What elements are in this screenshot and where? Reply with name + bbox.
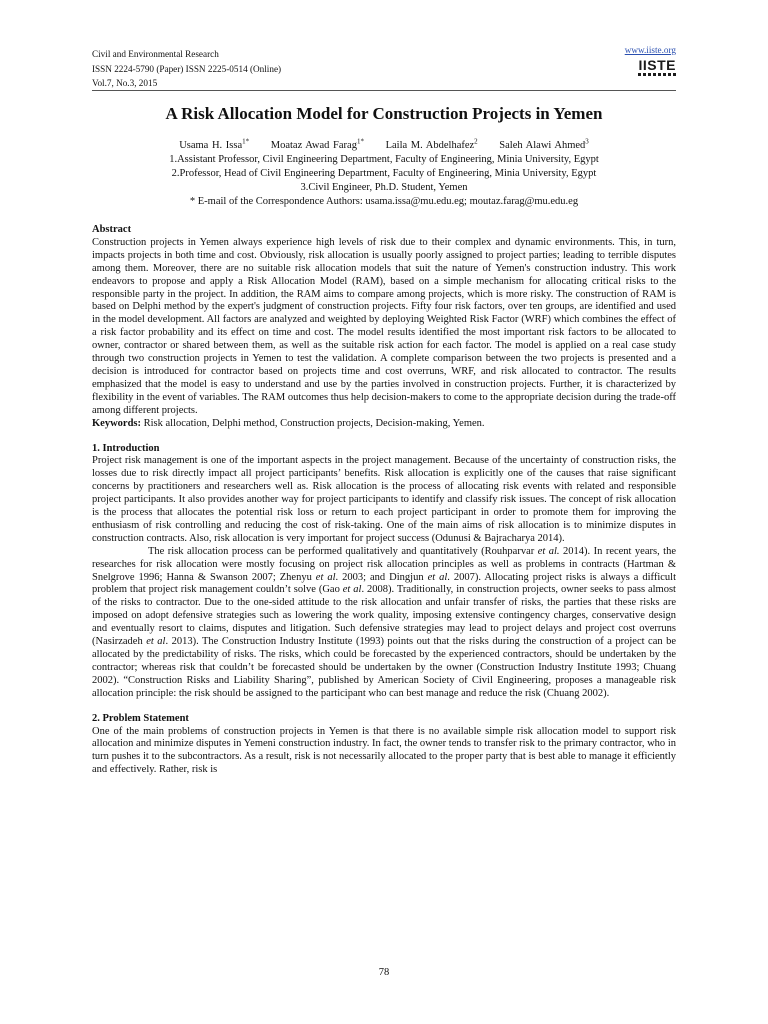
author-name: Usama H. Issa (179, 139, 243, 151)
author-name: Moataz Awad Farag (270, 139, 357, 151)
affiliations (92, 153, 676, 209)
journal-volume: Vol.7, No.3, 2015 (92, 78, 158, 88)
affiliation-line: 3.Civil Engineer, Ph.D. Student, Yemen (300, 182, 468, 193)
abstract-heading: Abstract (92, 224, 132, 235)
intro-paragraph-2: The risk allocation process can be performed qualitatively and quantitatively (Rouhparvar et al. 2014). In recent years, the researches for risk allocation were mostly focusing on project risk allocation principles as well as problems in contracts (Hartman & Snelgrove 1996; Hanna & Swanson 2007; Zhenyu et al. 2003; and Dingjun et al. 2007). Allocating project risks is always a difficult problem that project risk management couldn’t solve (Gao et al. 2008). Traditionally, in construction projects, owner seeks to pass almost of the risks to contractor. Due to the one-sided attitude to the risk allocation and unfair transfer of risks, the parties that these risks are imposed on adopt defensive strategies such as lowering the work quality, imposing extensive contingency charges, conservative design and eventually resort to claims, disputes and litigation. Such defensive strategies may lead to project delays and project cost overruns (Nasirzadeh et al. 2013). The Construction Industry Institute (1993) points out that the risks during the construction of a project can be allocated by the predictability of risks. The risks, which could be forecasted by the experienced contractors, should be undertaken by the contractor; whereas risk that couldn’t be forecasted should be undertaken by the owner (Construction Industry Institute 1993; Chuang 2002). “Construction Risks and Liability Sharing”, published by American Society of Civil Engineering, proposes a manageable risk allocation principle: the risk should be assigned to the participant who can best manage and reduce the risk (Chuang 2002). (92, 545, 677, 699)
logo-stripes (638, 73, 676, 76)
author-affiliation-mark: 1* (242, 137, 250, 145)
keywords-line (92, 418, 676, 431)
affiliation-line: 2.Professor, Head of Civil Engineering Department, Faculty of Engineering, Minia University, Egypt (171, 168, 597, 179)
journal-name: Civil and Environmental Research (92, 49, 219, 59)
problem-paragraph-1: One of the main problems of construction projects in Yemen is that there is no available simple risk allocation model to support risk allocation and minimize disputes in Yemeni construction industry. In fact, the owner tends to transfer risk to the primary contractor, who in turn pushes it to the subcontractors. As a result, risk is not necessarily allocated to the proper party that is best able to manage it efficiently and effectively. Rather, risk is (92, 725, 676, 776)
page-number: 78 (378, 967, 390, 978)
author (385, 137, 478, 151)
journal-header-right (625, 45, 676, 76)
intro-paragraph-1: Project risk management is one of the important aspects in the project management. Because of the uncertainty of construction risks, the losses due to risk directly impact all project participants’ benefits. Risk allocation is explicitly one of the causes that raise significant concerns by practitioners and researchers well as. Risk allocation is the process of allocating risk events with related and responsible project participants. It also provides another way for project participants to identify and classify risk issues. The concept of risk allocation is the process that allocates the potential risk loss or return to each project participant in order to promote them for improving the enthusiasm of risk controlling and reducing the cost of risk-taking. One of the main aims of risk allocation is to minimize disputes in construction contracts. Also, risk allocation is very important for project success (Odunusi & Bajracharya 2014). (92, 455, 676, 544)
author (499, 137, 589, 151)
author-affiliation-mark: 3 (585, 137, 589, 145)
author-affiliation-mark: 1* (356, 137, 364, 145)
keywords-label: Keywords: (92, 417, 141, 429)
author-affiliation-mark: 2 (474, 137, 478, 145)
paper-body (92, 224, 676, 777)
iiste-logo-text: IISTE (638, 57, 676, 73)
affiliation-line: 1.Assistant Professor, Civil Engineering Department, Faculty of Engineering, Minia University, Egypt (169, 154, 599, 165)
author-list (92, 137, 676, 151)
author-name: Saleh Alawi Ahmed (499, 139, 586, 151)
journal-header (92, 47, 281, 91)
author (179, 137, 250, 151)
iiste-logo (638, 58, 676, 76)
author-name: Laila M. Abdelhafez (385, 139, 475, 151)
abstract-text: Construction projects in Yemen always experience high levels of risk due to their complex and dynamic environments. This, in turn, impacts projects in both time and cost. Obviously, risk allocation is usually poorly assigned to project parties; leading to terrible disputes among them. Moreover, there are no suitable risk allocation models that suit the nature of Yemen's construction industry. This work endeavors to propose and apply a Risk Allocation Model (RAM), based on a simple mechanism for allocating critical risks to the responsible party in the project. In addition, the RAM aims to compare among projects, which is more risky. The construction of RAM is based on Delphi method by the expert's judgment of construction projects. Fifty four risk factors, over ten groups, are identified and used in the model development. All factors are analyzed and weighted by deploying Weighted Risk Factor (WRF) which combines the effect of a risk factor probability and its effect on time and cost. The model results identified the most important risk factors to be allocated to owner, contractor or shared between them, as well as the suitable risk action for each factor. The model is applied on a real case study through two construction projects in Yemen to test the validation. A complete comparison between the two projects is presented and a decision is introduced for contractor based on projects time and cost overruns, WRF, and risk allocated to contractor. The results emphasized that the model is easy to understand and use by the parties involved in construction projects. Further, it is characterized by flexibility in the event of variables. The RAM outcomes thus help decision-makers to come to the appropriate decision during the trade-off among different projects. (92, 236, 676, 416)
section-heading-problem-statement: 2. Problem Statement (92, 712, 189, 724)
journal-issn: ISSN 2224-5790 (Paper) ISSN 2225-0514 (Online) (92, 63, 282, 74)
header-divider (92, 90, 676, 91)
correspondence-line: * E-mail of the Correspondence Authors: usama.issa@mu.edu.eg; moutaz.farag@mu.edu.eg (189, 196, 579, 207)
section-heading-introduction: 1. Introduction (92, 442, 160, 454)
journal-url-link[interactable]: www.iiste.org (624, 45, 676, 55)
paper-title: A Risk Allocation Model for Construction Projects in Yemen (165, 104, 603, 123)
author (270, 137, 364, 151)
keywords-text: Risk allocation, Delphi method, Construction projects, Decision-making, Yemen. (143, 417, 485, 429)
